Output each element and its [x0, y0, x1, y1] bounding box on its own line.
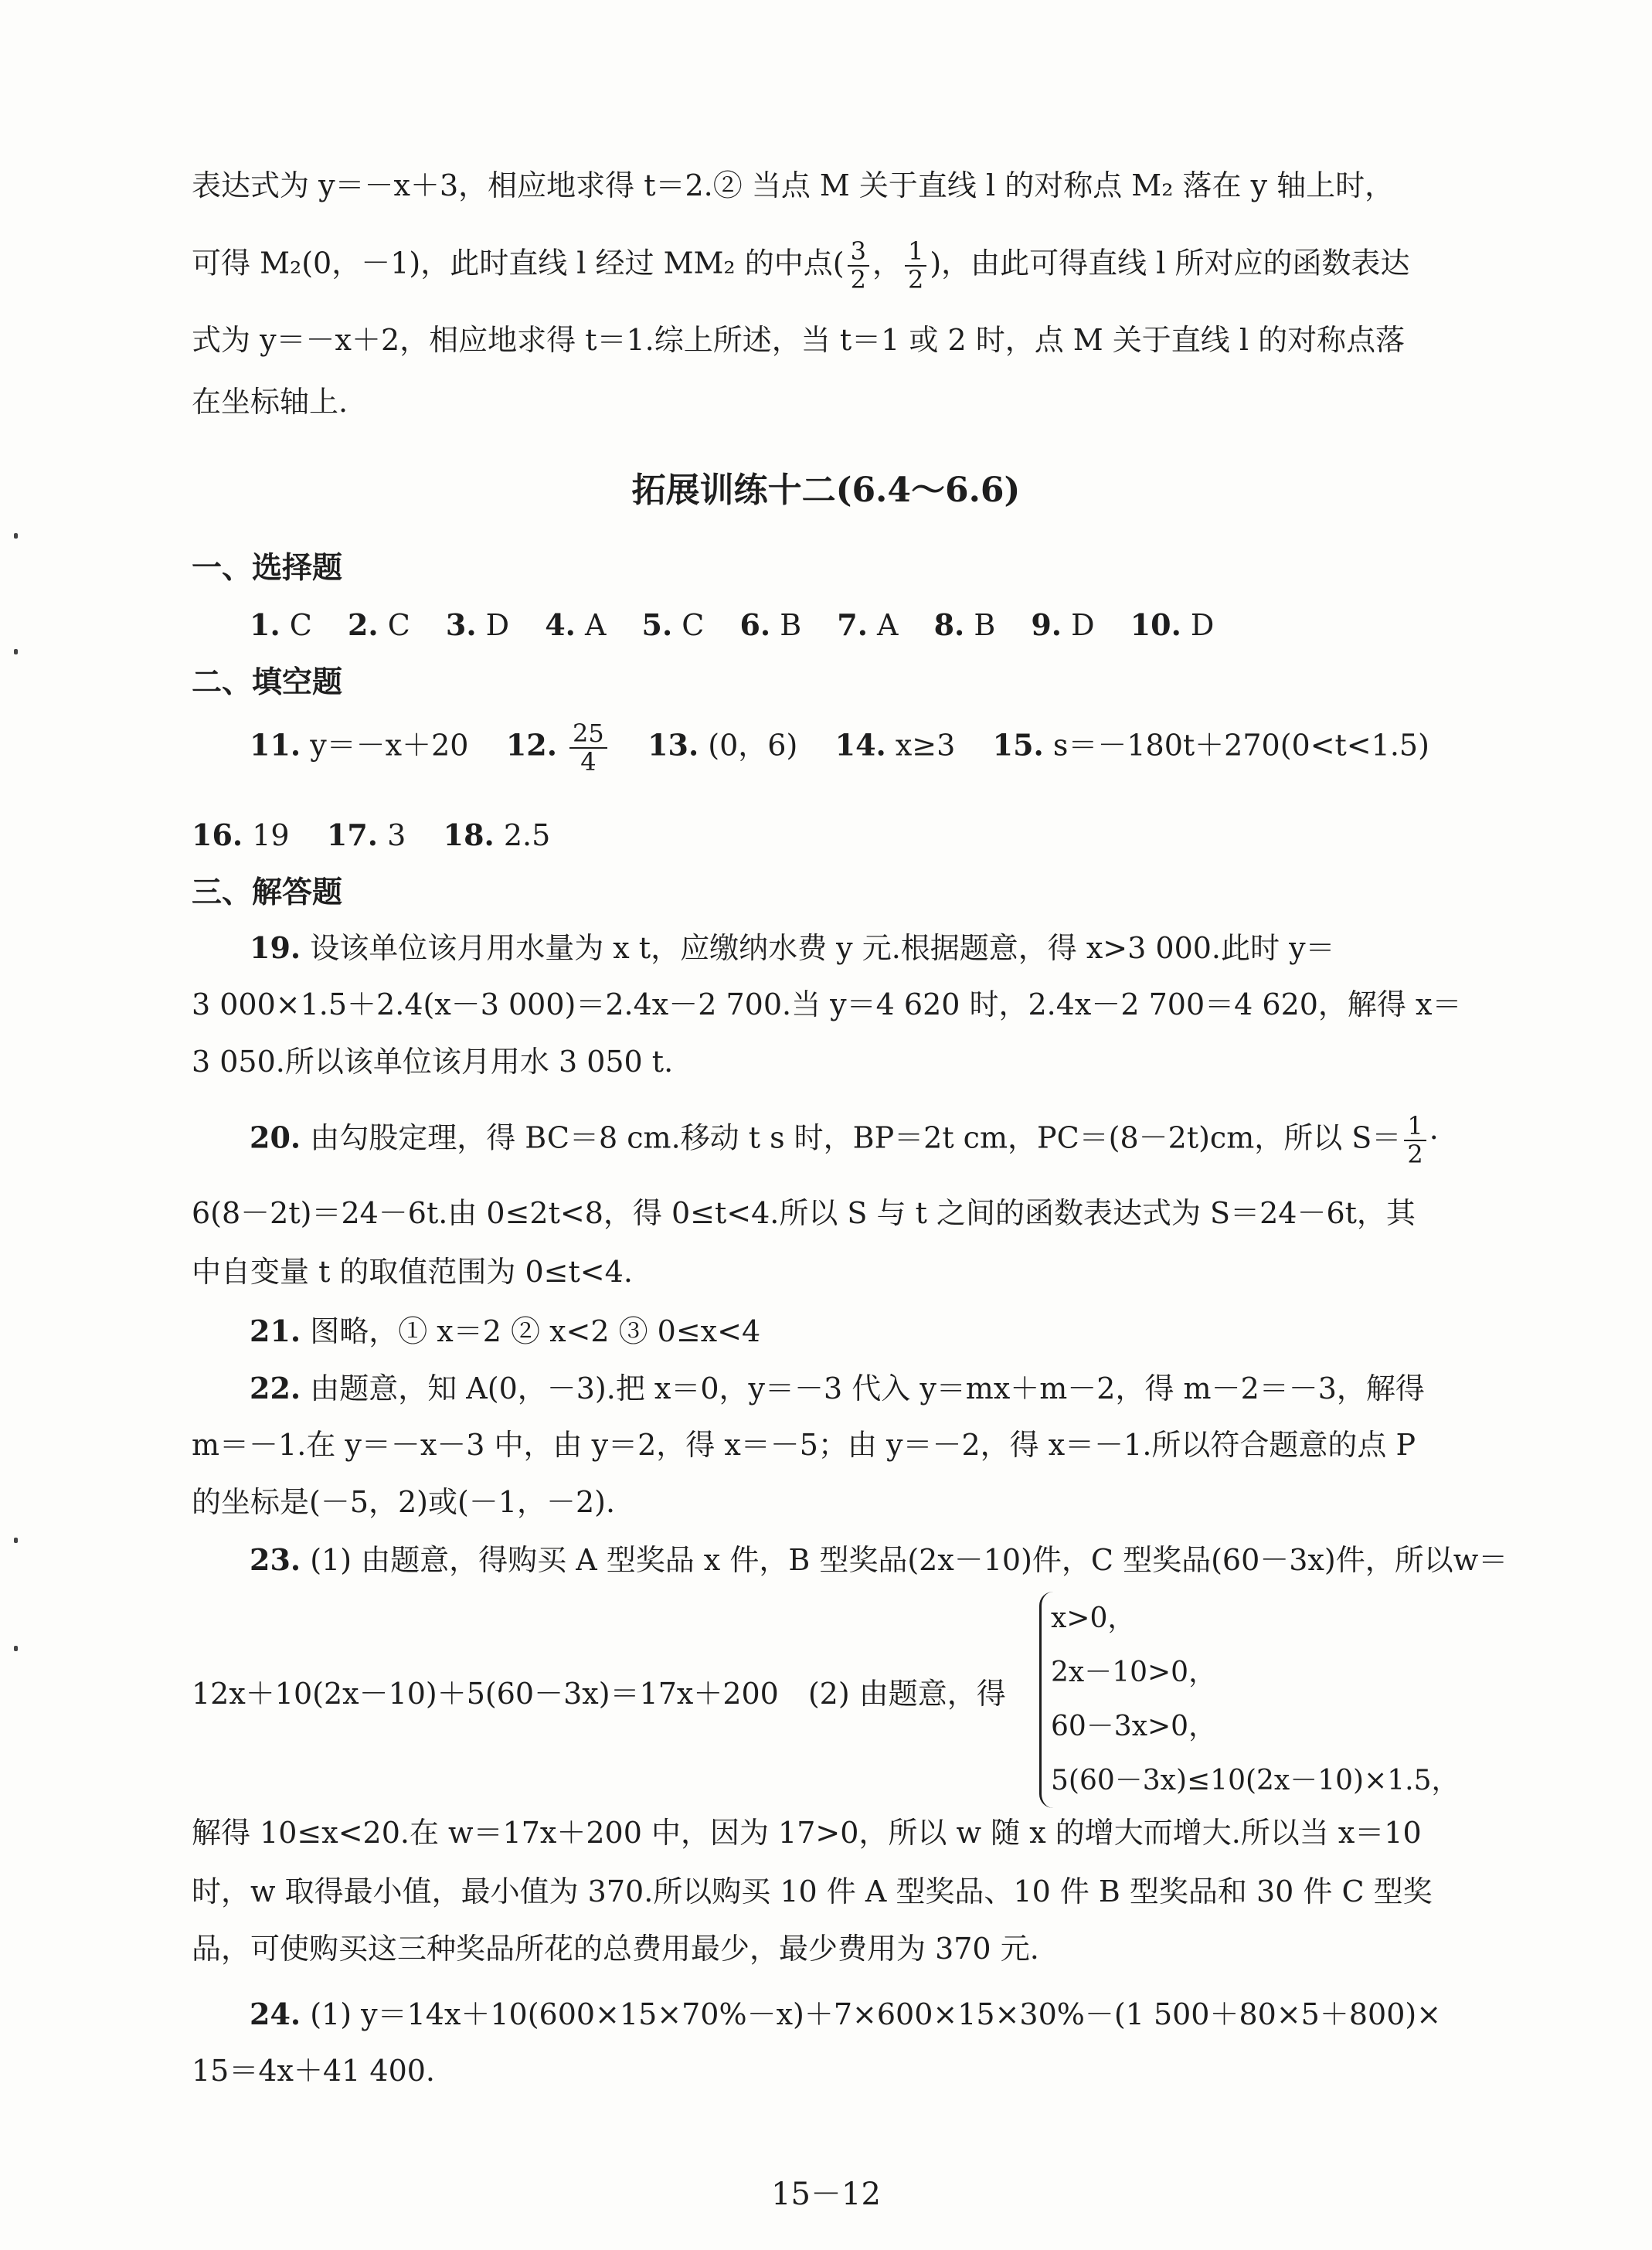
section-heading-choice: 一、选择题	[192, 550, 343, 586]
choice-answers	[250, 607, 1460, 644]
fraction: $\frac{1}{2}$	[905, 238, 926, 294]
q23-line: 23. (1) 由题意，得购买 A 型奖品 x 件，B 型奖品(2x－10)件，C 型奖品(60－3x)件，所以w＝	[250, 1542, 1508, 1577]
answer-item: 8. B	[933, 607, 996, 642]
q22-line: 22. 由题意，知 A(0，－3).把 x＝0，y＝－3 代入 y＝mx＋m－2，得 m－2＝－3，解得	[250, 1371, 1425, 1405]
scan-speck	[14, 1538, 18, 1543]
section-heading-fill: 二、填空题	[192, 664, 343, 700]
q22-line: m＝－1.在 y＝－x－3 中，由 y＝2，得 x＝－5；由 y＝－2，得 x＝－1.所以符合题意的点 P	[192, 1428, 1416, 1462]
answer-item: 2. C	[347, 607, 410, 642]
q24-line: 24. (1) y＝14x＋10(600×15×70%－x)＋7×600×15×30%－(1 500＋80×5＋800)×	[250, 1997, 1442, 2031]
q22-line: 的坐标是(－5，2)或(－1，－2).	[192, 1485, 616, 1519]
q20-line: 6(8－2t)＝24－6t.由 0≤2t<8，得 0≤t<4.所以 S 与 t 之间的函数表达式为 S＝24－6t，其	[192, 1196, 1416, 1230]
section-heading-solve: 三、解答题	[192, 875, 343, 910]
fraction: $\frac{3}{2}$	[848, 238, 869, 294]
q20-line: 20. 由勾股定理，得 BC＝8 cm.移动 t s 时，BP＝2t cm，PC＝(8－2t)cm，所以 S＝ $\frac{1}{2}$ ·	[250, 1111, 1439, 1170]
q19-line: 3 000×1.5＋2.4(x－3 000)＝2.4x－2 700.当 y＝4 620 时，2.4x－2 700＝4 620，解得 x＝	[192, 987, 1462, 1021]
text-line: 式为 y＝－x＋2，相应地求得 t＝1.综上所述，当 t＝1 或 2 时，点 M 关于直线 l 的对称点落	[192, 323, 1406, 357]
q23-line: 解得 10≤x<20.在 w＝17x＋200 中，因为 17>0，所以 w 随 x 的增大而增大.所以当 x＝10	[192, 1816, 1422, 1850]
midpoint: ( $\frac{3}{2}$ ， $\frac{1}{2}$ )	[832, 236, 942, 295]
text-line: 在坐标轴上.	[192, 385, 348, 419]
fill-answers-row2: 16. 19 17. 3 18. 2.5	[192, 817, 551, 852]
answer-item: 5. C	[641, 607, 705, 642]
q19-line: 3 050.所以该单位该月用水 3 050 t.	[192, 1045, 674, 1079]
section-title: 拓展训练十二(6.4～6.6)	[631, 471, 1021, 510]
answer-item: 7. A	[837, 607, 899, 642]
answer-item: 10. D	[1130, 607, 1215, 642]
q19-line: 19. 设该单位该月用水量为 x t，应缴纳水费 y 元.根据题意，得 x>3 000.此时 y＝	[250, 930, 1335, 965]
answer-item: 3. D	[445, 607, 510, 642]
page-number: 15－12	[771, 2177, 881, 2212]
scan-speck	[14, 649, 18, 654]
fill-answers-row1: 11. y＝－x＋20 12. $\frac{25}{4}$ 13. (0，6) 14. x≥3 15. s＝－180t＋270(0<t<1.5)	[250, 719, 1429, 777]
q21-line: 21. 图略，① x＝2 ② x<2 ③ 0≤x<4	[250, 1314, 761, 1348]
q24-line: 15＝4x＋41 400.	[192, 2054, 436, 2088]
text-line: 可得 M₂(0，－1)，此时直线 l 经过 MM₂ 的中点( $\frac{3}{2}$ ， $\frac{1}{2}$ )，由此可得直线 l 所对应的函数表达	[192, 236, 1410, 295]
scan-speck	[14, 1646, 18, 1651]
fraction: $\frac{25}{4}$	[569, 720, 607, 776]
scan-speck	[14, 533, 18, 539]
fraction: $\frac{1}{2}$	[1404, 1113, 1426, 1168]
q20-line: 中自变量 t 的取值范围为 0≤t<4.	[192, 1255, 633, 1289]
inequality-system: x>0， 2x－10>0， 60－3x>0， 5(60－3x)≤10(2x－10)×1.5，	[1039, 1592, 1460, 1808]
q23-line: 12x＋10(2x－10)＋5(60－3x)＝17x＋200 (2) 由题意，得	[192, 1677, 1006, 1711]
answer-item: 4. A	[545, 607, 607, 642]
text-line: 表达式为 y＝－x＋3，相应地求得 t＝2.② 当点 M 关于直线 l 的对称点 M₂ 落在 y 轴上时，	[192, 168, 1395, 202]
q23-line: 品，可使购买这三种奖品所花的总费用最少，最少费用为 370 元.	[192, 1932, 1039, 1966]
answer-item: 6. B	[739, 607, 802, 642]
answer-item: 1. C	[250, 607, 312, 642]
answer-item: 9. D	[1031, 607, 1095, 642]
q23-line: 时，w 取得最小值，最小值为 370.所以购买 10 件 A 型奖品、10 件 B 型奖品和 30 件 C 型奖	[192, 1874, 1433, 1908]
